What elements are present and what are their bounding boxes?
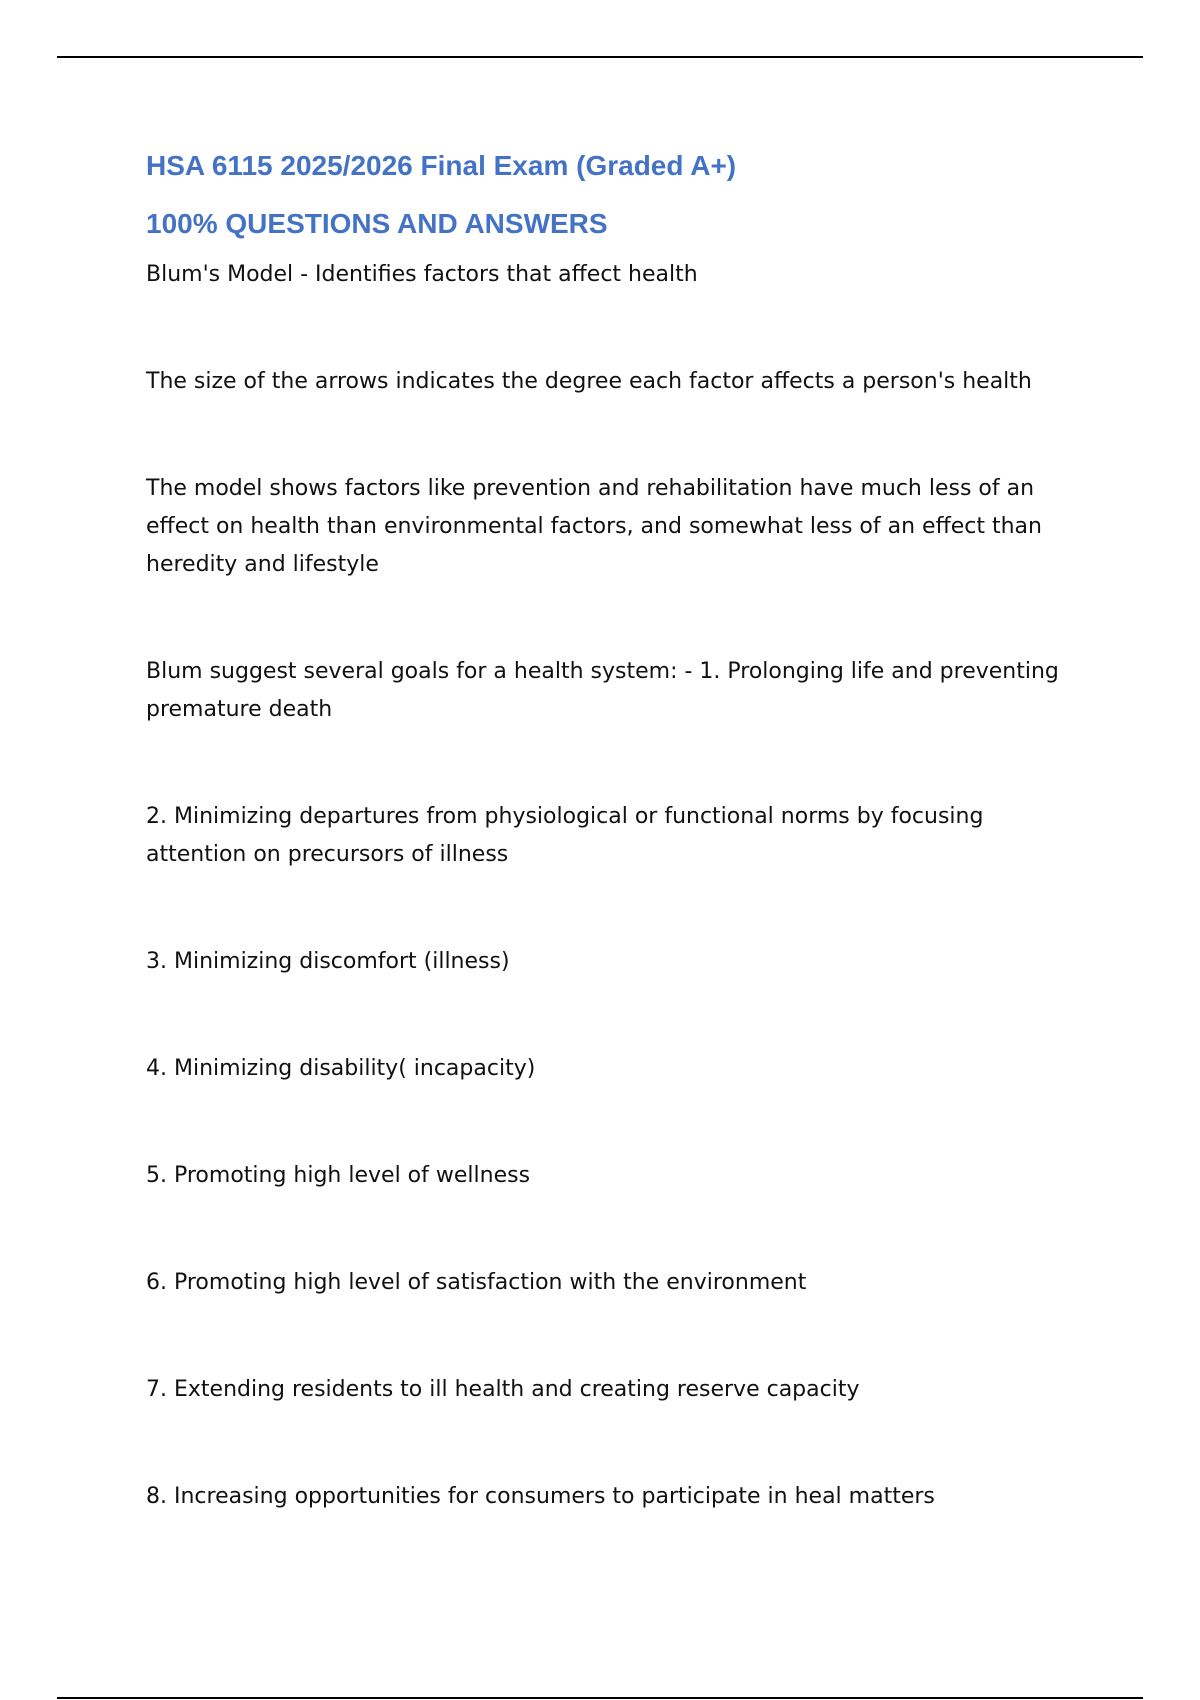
paragraph-model-factors: The model shows factors like prevention and rehabilitation have much less of an effect on health than environmental factors, and somewhat less of an effect than heredity and lifestyle [146,476,1042,577]
paragraph-goal-3: 3. Minimizing discomfort (illness) [146,949,510,974]
paragraph-goal-1: Blum suggest several goals for a health system: - 1. Prolonging life and preventing premature death [146,659,1059,722]
paragraph-goal-2: 2. Minimizing departures from physiological or functional norms by focusing attention on precursors of illness [146,804,984,867]
paragraph-goal-7: 7. Extending residents to ill health and creating reserve capacity [146,1377,860,1402]
paragraph-blums-model: Blum's Model - Identifies factors that affect health [146,262,698,287]
paragraph-goal-5: 5. Promoting high level of wellness [146,1163,531,1188]
document-page-content [146,146,1076,1516]
paragraph-goal-6: 6. Promoting high level of satisfaction with the environment [146,1270,807,1295]
paragraph-goal-8: 8. Increasing opportunities for consumers to participate in heal matters [146,1484,935,1509]
bottom-horizontal-rule [57,1697,1143,1699]
paragraph-arrow-size: The size of the arrows indicates the degree each factor affects a person's health [146,369,1032,394]
document-title: HSA 6115 2025/2026 Final Exam (Graded A+) [146,150,737,181]
top-horizontal-rule [57,56,1143,58]
document-subtitle: 100% QUESTIONS AND ANSWERS [146,208,608,239]
paragraph-goal-4: 4. Minimizing disability( incapacity) [146,1056,536,1081]
